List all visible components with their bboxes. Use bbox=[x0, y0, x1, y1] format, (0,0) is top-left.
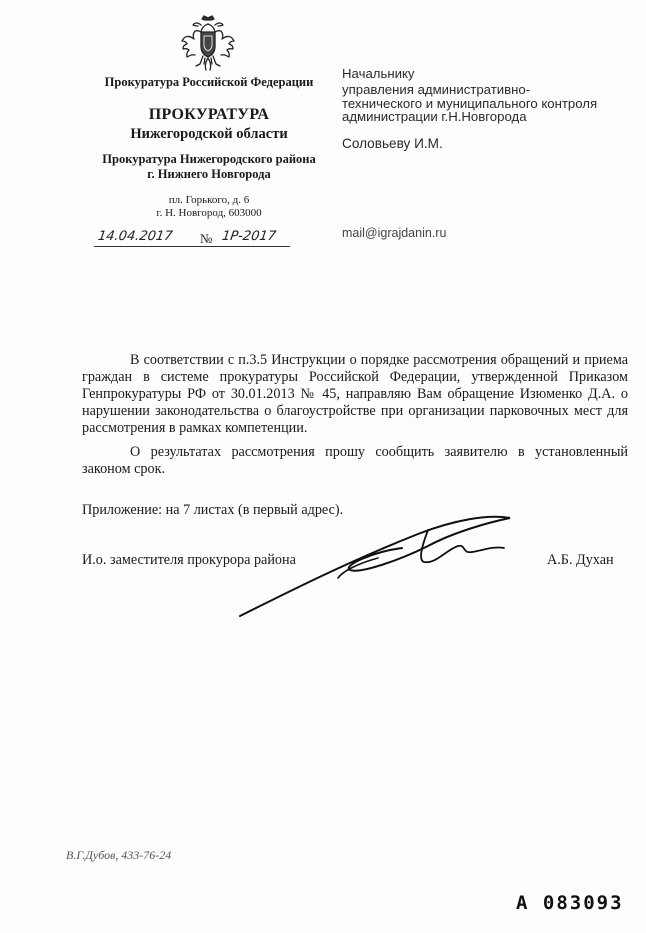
office-title: ПРОКУРАТУРА bbox=[148, 106, 270, 123]
recipient-email: mail@igrajdanin.ru bbox=[342, 226, 447, 240]
district-office-line2: г. Нижнего Новгорода bbox=[147, 167, 271, 181]
office-region: Нижегородской области bbox=[130, 126, 288, 142]
body-paragraph-1: В соответствии с п.3.5 Инструкции о порядке рассмотрения обращений и приема граждан в системе прокуратуры Российской Федерации, утвержденной Приказом Генпрокуратуры РФ от 30.01.2013 № 45, направляю Вам обращение Изюменко Д.А. о нарушении законодательства о благоустройстве при организации парковочных мест для рассмотрения в рамках компетенции. bbox=[82, 352, 628, 436]
body-paragraph-2: О результатах рассмотрения прошу сообщить заявителю в установленный законом срок. bbox=[82, 444, 628, 477]
recipient-position-line3: технического и муниципального контроля bbox=[342, 96, 598, 111]
office-address-street: пл. Горького, д. 6 bbox=[168, 194, 250, 206]
district-office-line1: Прокуратура Нижегородского района bbox=[102, 152, 316, 166]
double-headed-eagle-emblem bbox=[180, 14, 236, 72]
registration-line bbox=[94, 228, 290, 250]
signatory-name: А.Б. Духан bbox=[547, 552, 614, 568]
registration-underline bbox=[94, 246, 290, 247]
recipient-position-line1: Начальнику bbox=[342, 66, 415, 81]
attachment-note: Приложение: на 7 листах (в первый адрес). bbox=[82, 502, 344, 518]
form-serial-number: А 083093 bbox=[516, 892, 624, 914]
recipient-position-line4: администрации г.Н.Новгорода bbox=[342, 109, 527, 124]
handwritten-signature bbox=[232, 512, 524, 620]
signatory-title: И.о. заместителя прокурора района bbox=[82, 552, 296, 568]
recipient-position-line2: управления административно- bbox=[342, 82, 531, 97]
recipient-name: Соловьеву И.М. bbox=[342, 136, 443, 151]
registration-number: 1Р-2017 bbox=[220, 229, 277, 244]
registration-date: 14.04.2017 bbox=[96, 229, 174, 244]
executor-contact: В.Г.Дубов, 433-76-24 bbox=[66, 848, 172, 862]
agency-name: Прокуратура Российской Федерации bbox=[104, 75, 314, 89]
office-address-city: г. Н. Новгород, 603000 bbox=[156, 207, 262, 219]
number-sign: № bbox=[200, 231, 213, 246]
